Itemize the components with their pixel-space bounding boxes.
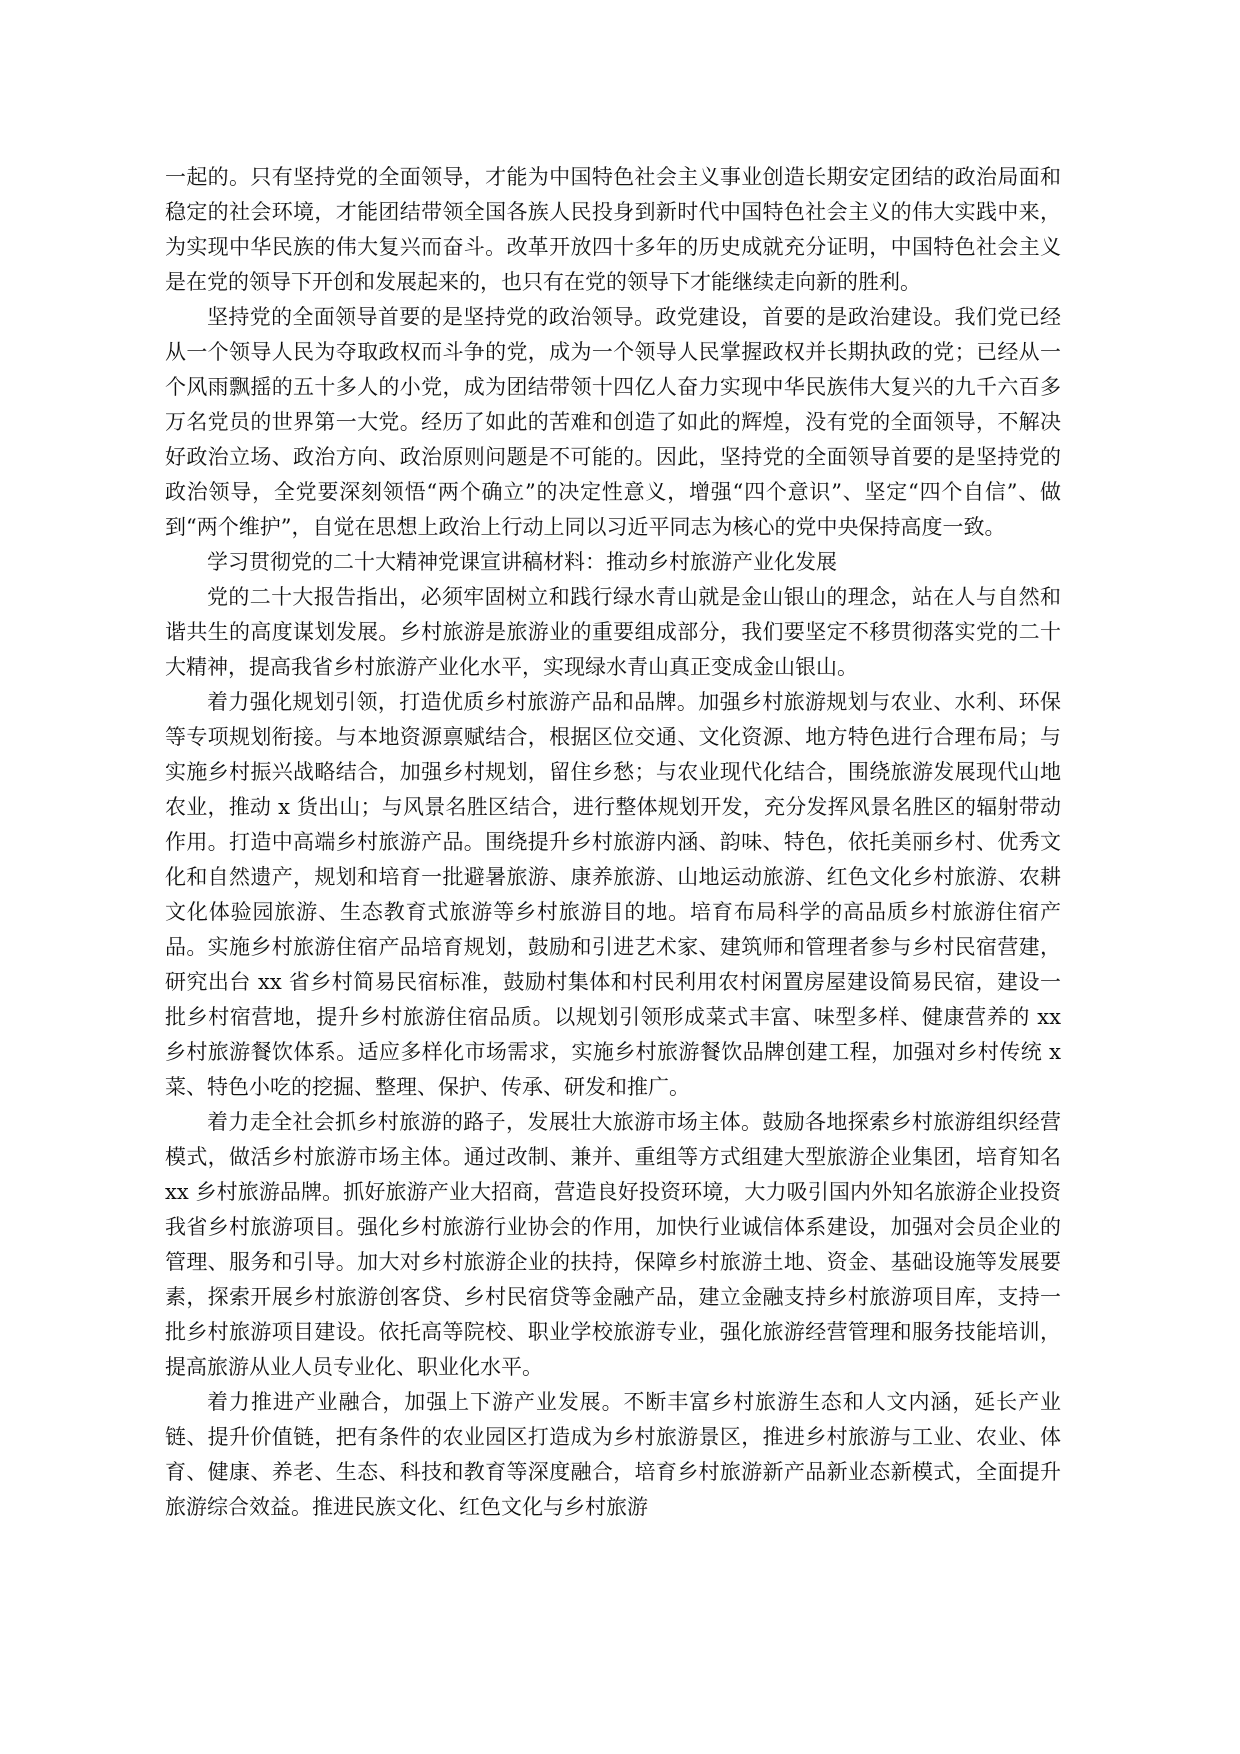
section-heading: 学习贯彻党的二十大精神党课宣讲稿材料：推动乡村旅游产业化发展 <box>207 550 837 574</box>
paragraph-5: 着力走全社会抓乡村旅游的路子，发展壮大旅游市场主体。鼓励各地探索乡村旅游组织经营模式，做活乡村旅游市场主体。通过改制、兼并、重组等方式组建大型旅游企业集团，培育知名 xx 乡村旅游品牌。抓好旅游产业大招商，营造良好投资环境，大力吸引国内外知名旅游企业投资我省乡村旅游项目。强化乡村旅游行业协会的作用，加快行业诚信体系建设，加强对会员企业的管理、服务和引导。加大对乡村旅游企业的扶持，保障乡村旅游土地、资金、基础设施等发展要素，探索开展乡村旅游创客贷、乡村民宿贷等金融产品，建立金融支持乡村旅游项目库，支持一批乡村旅游项目建设。依托高等院校、职业学校旅游专业，强化旅游经营管理和服务技能培训，提高旅游从业人员专业化、职业化水平。 <box>165 1110 1061 1379</box>
document-page <box>165 160 1061 1660</box>
paragraph-3: 党的二十大报告指出，必须牢固树立和践行绿水青山就是金山银山的理念，站在人与自然和谐共生的高度谋划发展。乡村旅游是旅游业的重要组成部分，我们要坚定不移贯彻落实党的二十大精神，提高我省乡村旅游产业化水平，实现绿水青山真正变成金山银山。 <box>165 585 1061 679</box>
paragraph-4: 着力强化规划引领，打造优质乡村旅游产品和品牌。加强乡村旅游规划与农业、水利、环保等专项规划衔接。与本地资源禀赋结合，根据区位交通、文化资源、地方特色进行合理布局；与实施乡村振兴战略结合，加强乡村规划，留住乡愁；与农业现代化结合，围绕旅游发展现代山地农业，推动 x 货出山；与风景名胜区结合，进行整体规划开发，充分发挥风景名胜区的辐射带动作用。打造中高端乡村旅游产品。围绕提升乡村旅游内涵、韵味、特色，依托美丽乡村、优秀文化和自然遗产，规划和培育一批避暑旅游、康养旅游、山地运动旅游、红色文化乡村旅游、农耕文化体验园旅游、生态教育式旅游等乡村旅游目的地。培育布局科学的高品质乡村旅游住宿产品。实施乡村旅游住宿产品培育规划，鼓励和引进艺术家、建筑师和管理者参与乡村民宿营建，研究出台 xx 省乡村简易民宿标准，鼓励村集体和村民利用农村闲置房屋建设简易民宿，建设一批乡村宿营地，提升乡村旅游住宿品质。以规划引领形成菜式丰富、味型多样、健康营养的 xx 乡村旅游餐饮体系。适应多样化市场需求，实施乡村旅游餐饮品牌创建工程，加强对乡村传统 x 菜、特色小吃的挖掘、整理、保护、传承、研发和推广。 <box>165 690 1061 1099</box>
paragraph-1: 一起的。只有坚持党的全面领导，才能为中国特色社会主义事业创造长期安定团结的政治局面和稳定的社会环境，才能团结带领全国各族人民投身到新时代中国特色社会主义的伟大实践中来，为实现中华民族的伟大复兴而奋斗。改革开放四十多年的历史成就充分证明，中国特色社会主义是在党的领导下开创和发展起来的，也只有在党的领导下才能继续走向新的胜利。 <box>165 165 1061 294</box>
paragraph-2: 坚持党的全面领导首要的是坚持党的政治领导。政党建设，首要的是政治建设。我们党已经从一个领导人民为夺取政权而斗争的党，成为一个领导人民掌握政权并长期执政的党；已经从一个风雨飘摇的五十多人的小党，成为团结带领十四亿人奋力实现中华民族伟大复兴的九千六百多万名党员的世界第一大党。经历了如此的苦难和创造了如此的辉煌，没有党的全面领导，不解决好政治立场、政治方向、政治原则问题是不可能的。因此，坚持党的全面领导首要的是坚持党的政治领导，全党要深刻领悟“两个确立”的决定性意义，增强“四个意识”、坚定“四个自信”、做到“两个维护”，自觉在思想上政治上行动上同以习近平同志为核心的党中央保持高度一致。 <box>165 305 1061 539</box>
paragraph-6: 着力推进产业融合，加强上下游产业发展。不断丰富乡村旅游生态和人文内涵，延长产业链、提升价值链，把有条件的农业园区打造成为乡村旅游景区，推进乡村旅游与工业、农业、体育、健康、养老、生态、科技和教育等深度融合，培育乡村旅游新产品新业态新模式，全面提升旅游综合效益。推进民族文化、红色文化与乡村旅游 <box>165 1390 1061 1519</box>
